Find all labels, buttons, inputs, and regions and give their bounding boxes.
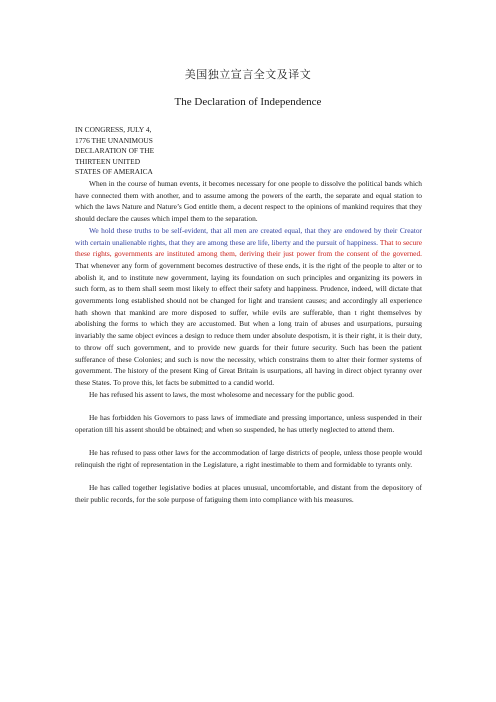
paragraph-truths-rest: That whenever any form of government becomes destructive of these ends, it is the right of the people to alter or to abolish it, and to institute new government, laying its foundation on such principles and organizing its powers in such form, as to them shall seem most likely to effect their safety and happiness. Prudence, indeed, will dictate that governments long established should not be changed for light and transient causes; and accordingly all experience hath shown that mankind are more disposed to suffer, while evils are sufferable, than t right themselves by abolishing the forms to which they are accustomed. But when a long train of abuses and usurpations, pursuing invariably the same object evinces a design to reduce them under absolute despotism, it is their right, it is their duty, to throw off such government, and to provide new guards for their future security. Such has been the patient sufferance of these Colonies; and such is now the necessity, which constrains them to alter their former systems of government. The history of the present King of Great Britain is usurpations, all having in direct object tyranny over these States. To prove this, let facts be submitted to a candid world.	[75, 260, 422, 387]
paragraph-grievance-4: He has called together legislative bodies at places unusual, uncomfortable, and distant from the depository of their public records, for the sole purpose of fatiguing them into compliance with his measures.	[75, 483, 422, 504]
chinese-title: 美国独立宣言全文及译文	[184, 69, 312, 81]
highlight-blue-text: We hold these truths to be self-evident, that all men are created equal, that they are endowed by their Creator with certain unalienable rights, that they are among these are life, liberty and the pursuit of happiness.	[75, 225, 422, 247]
english-title: The Declaration of Independence	[174, 96, 322, 108]
paragraph-preamble: When in the course of human events, it becomes necessary for one people to dissolve the political bands which have connected them with another, and to assume among the powers of the earth, the separate and equal station to which the laws Nature and Nature’s God entitle them, a decent respect to the opinions of mankind requires that they should declare the causes which impel them to the separation.	[75, 179, 422, 224]
heading-line: THIRTEEN UNITED	[75, 156, 141, 166]
declaration-body	[75, 178, 422, 506]
heading-line: 1776 THE UNANIMOUS	[75, 135, 153, 145]
paragraph-grievance-2: He has forbidden his Governors to pass laws of immediate and pressing importance, unless suspended in their operation till his assent should be obtained; and when so suspended, he has utterly neglected to attend them.	[75, 413, 422, 434]
heading-line: DECLARATION OF THE	[75, 146, 155, 156]
highlight-red-text: That to secure these rights, governments are instituted among them, deriving their just power from the consent of the governed.	[75, 237, 422, 259]
declaration-heading	[75, 125, 154, 178]
heading-line: IN CONGRESS, JULY 4,	[75, 125, 152, 134]
paragraph-truths	[75, 225, 422, 389]
heading-line: STATES OF AMERAICA	[75, 167, 153, 177]
paragraph-grievance-3: He has refused to pass other laws for the accommodation of large districts of people, unless those people would relinquish the right of representation in the Legislature, a right inestimable to them and formidable to tyrants only.	[75, 448, 422, 469]
paragraph-grievance-1: He has refused his assent to laws, the most wholesome and necessary for the public good.	[89, 389, 354, 399]
